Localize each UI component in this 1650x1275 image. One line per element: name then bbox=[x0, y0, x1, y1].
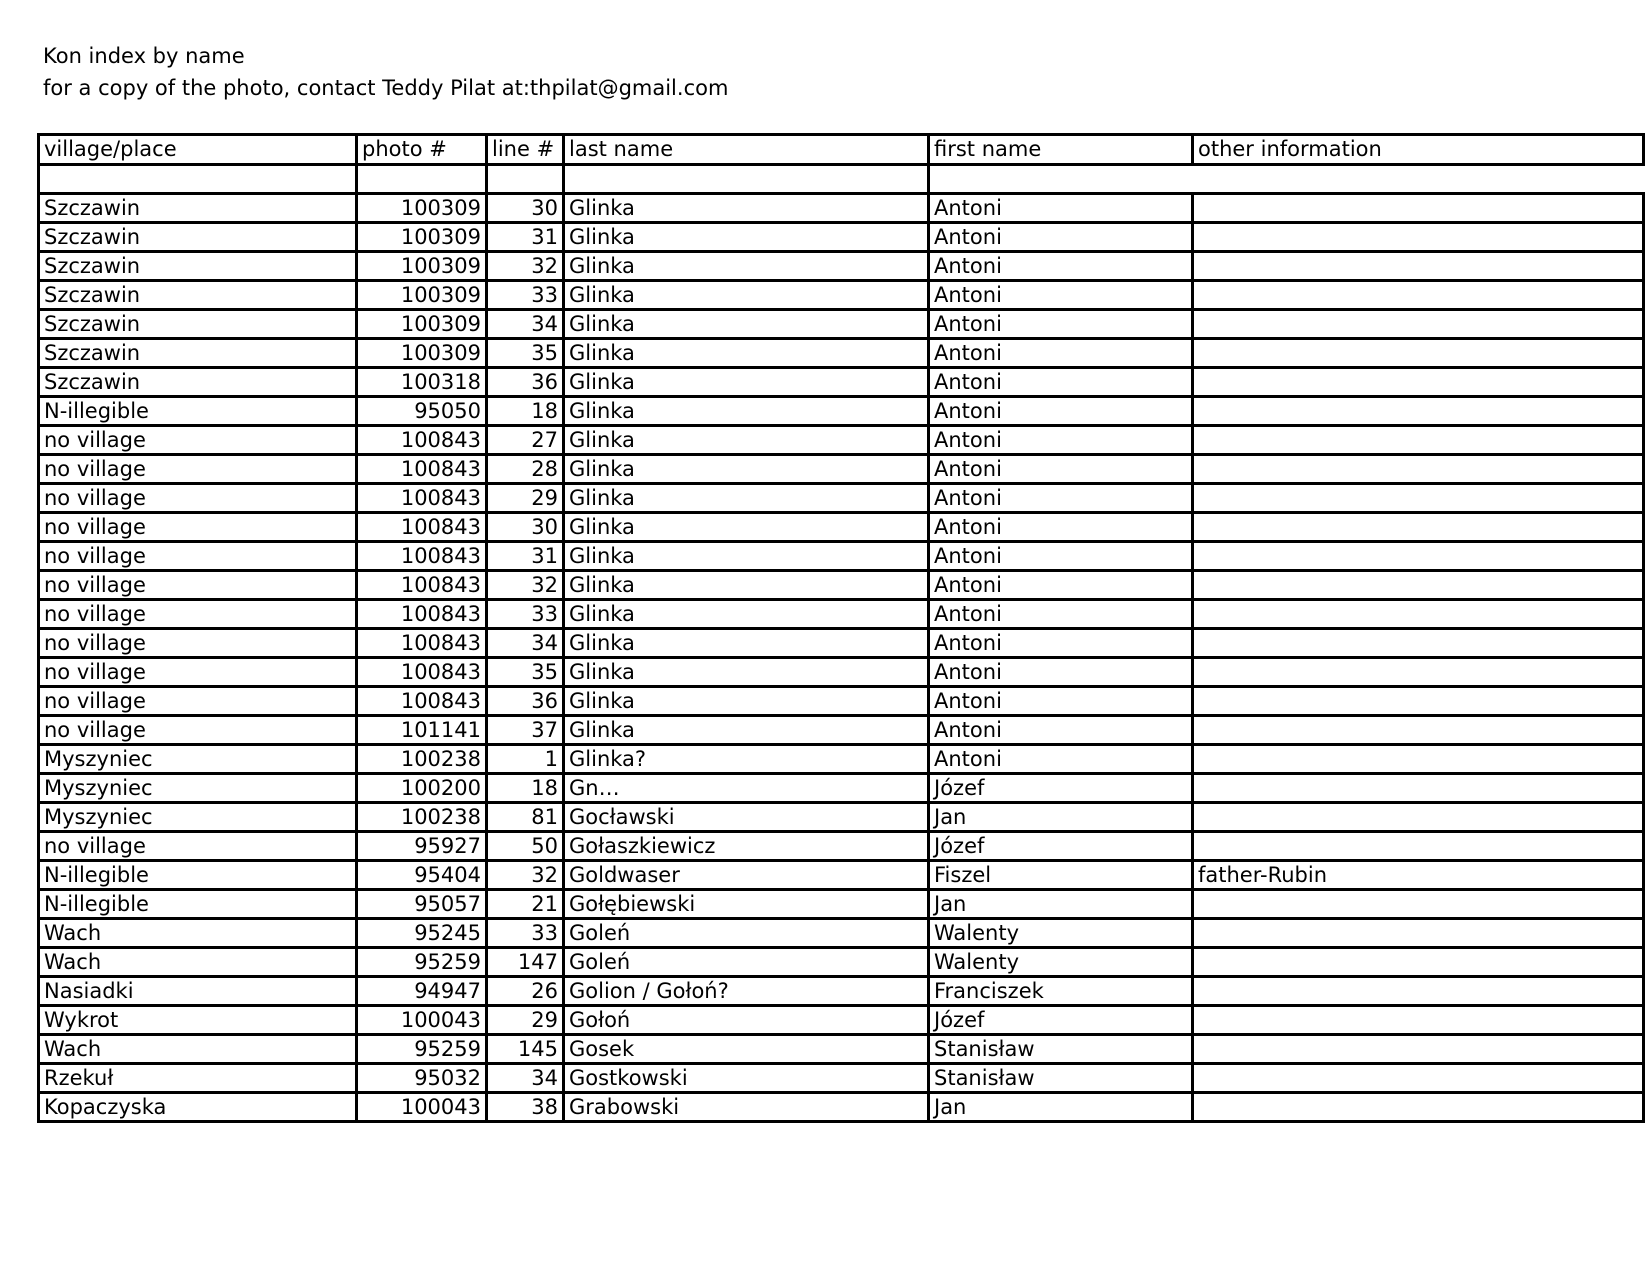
cell-first-name: Antoni bbox=[929, 716, 1193, 745]
cell-photo-number: 100843 bbox=[357, 455, 487, 484]
cell-line-number: 26 bbox=[487, 977, 564, 1006]
cell-village: Szczawin bbox=[39, 310, 357, 339]
cell-photo-number: 95057 bbox=[357, 890, 487, 919]
cell-other-info bbox=[1193, 1064, 1644, 1093]
cell-village: Myszyniec bbox=[39, 774, 357, 803]
table-row bbox=[39, 339, 1644, 368]
cell-last-name: Glinka bbox=[564, 513, 929, 542]
cell-other-info bbox=[1193, 687, 1644, 716]
table-row bbox=[39, 252, 1644, 281]
table-row bbox=[39, 1064, 1644, 1093]
table-row bbox=[39, 1093, 1644, 1122]
cell-line-number: 27 bbox=[487, 426, 564, 455]
cell-village: N-illegible bbox=[39, 861, 357, 890]
cell-first-name: Stanisław bbox=[929, 1035, 1193, 1064]
cell-village: Rzekuł bbox=[39, 1064, 357, 1093]
cell-last-name: Glinka bbox=[564, 368, 929, 397]
column-header-village: village/place bbox=[39, 135, 357, 165]
page-title: Kon index by name bbox=[43, 44, 245, 68]
cell-other-info bbox=[1193, 629, 1644, 658]
cell-first-name: Józef bbox=[929, 774, 1193, 803]
cell-photo-number: 100043 bbox=[357, 1093, 487, 1122]
cell-last-name: Goldwaser bbox=[564, 861, 929, 890]
cell-line-number: 32 bbox=[487, 571, 564, 600]
cell-line-number: 31 bbox=[487, 542, 564, 571]
cell-village: no village bbox=[39, 571, 357, 600]
cell-last-name: Grabowski bbox=[564, 1093, 929, 1122]
cell-last-name: Gołaszkiewicz bbox=[564, 832, 929, 861]
cell-other-info bbox=[1193, 977, 1644, 1006]
cell-last-name: Glinka bbox=[564, 281, 929, 310]
cell-photo-number: 94947 bbox=[357, 977, 487, 1006]
cell-first-name: Antoni bbox=[929, 339, 1193, 368]
cell-line-number: 33 bbox=[487, 600, 564, 629]
table-row bbox=[39, 600, 1644, 629]
cell-village: no village bbox=[39, 716, 357, 745]
name-index-table bbox=[37, 133, 1645, 1123]
cell-line-number: 35 bbox=[487, 339, 564, 368]
cell-line-number: 34 bbox=[487, 1064, 564, 1093]
cell-line-number: 81 bbox=[487, 803, 564, 832]
cell-photo-number: 100309 bbox=[357, 339, 487, 368]
cell-line-number: 33 bbox=[487, 281, 564, 310]
header-row bbox=[39, 135, 1644, 165]
cell-first-name: Antoni bbox=[929, 281, 1193, 310]
cell-village: no village bbox=[39, 600, 357, 629]
page-heading bbox=[43, 40, 728, 104]
cell-last-name: Goleń bbox=[564, 919, 929, 948]
blank-cell bbox=[564, 165, 929, 194]
cell-other-info bbox=[1193, 1006, 1644, 1035]
cell-line-number: 36 bbox=[487, 687, 564, 716]
table-row bbox=[39, 890, 1644, 919]
table-row bbox=[39, 861, 1644, 890]
cell-line-number: 28 bbox=[487, 455, 564, 484]
column-header-last-name: last name bbox=[564, 135, 929, 165]
cell-line-number: 147 bbox=[487, 948, 564, 977]
cell-line-number: 145 bbox=[487, 1035, 564, 1064]
cell-photo-number: 100843 bbox=[357, 542, 487, 571]
cell-line-number: 30 bbox=[487, 513, 564, 542]
cell-line-number: 29 bbox=[487, 1006, 564, 1035]
cell-other-info bbox=[1193, 803, 1644, 832]
cell-last-name: Gostkowski bbox=[564, 1064, 929, 1093]
cell-other-info bbox=[1193, 339, 1644, 368]
cell-village: Szczawin bbox=[39, 281, 357, 310]
blank-cell bbox=[357, 165, 487, 194]
cell-first-name: Jan bbox=[929, 890, 1193, 919]
cell-last-name: Golion / Gołoń? bbox=[564, 977, 929, 1006]
cell-line-number: 29 bbox=[487, 484, 564, 513]
cell-other-info bbox=[1193, 745, 1644, 774]
cell-village: N-illegible bbox=[39, 890, 357, 919]
cell-first-name: Fiszel bbox=[929, 861, 1193, 890]
cell-last-name: Glinka bbox=[564, 658, 929, 687]
blank-cell bbox=[929, 165, 1644, 194]
table-row bbox=[39, 223, 1644, 252]
cell-first-name: Antoni bbox=[929, 310, 1193, 339]
table-row bbox=[39, 774, 1644, 803]
cell-first-name: Antoni bbox=[929, 252, 1193, 281]
cell-other-info bbox=[1193, 571, 1644, 600]
cell-first-name: Jan bbox=[929, 803, 1193, 832]
table-row bbox=[39, 426, 1644, 455]
table-row bbox=[39, 629, 1644, 658]
cell-other-info bbox=[1193, 948, 1644, 977]
cell-last-name: Glinka bbox=[564, 716, 929, 745]
cell-first-name: Antoni bbox=[929, 542, 1193, 571]
cell-first-name: Antoni bbox=[929, 397, 1193, 426]
cell-village: no village bbox=[39, 687, 357, 716]
cell-last-name: Gocławski bbox=[564, 803, 929, 832]
cell-line-number: 34 bbox=[487, 310, 564, 339]
blank-cell bbox=[39, 165, 357, 194]
cell-last-name: Gn… bbox=[564, 774, 929, 803]
table-row bbox=[39, 948, 1644, 977]
blank-row bbox=[39, 165, 1644, 194]
cell-photo-number: 100238 bbox=[357, 803, 487, 832]
cell-village: Wach bbox=[39, 919, 357, 948]
table-row bbox=[39, 542, 1644, 571]
cell-other-info bbox=[1193, 658, 1644, 687]
cell-last-name: Glinka bbox=[564, 426, 929, 455]
cell-village: no village bbox=[39, 484, 357, 513]
cell-first-name: Józef bbox=[929, 1006, 1193, 1035]
cell-first-name: Walenty bbox=[929, 919, 1193, 948]
column-header-other-info: other information bbox=[1193, 135, 1644, 165]
cell-photo-number: 100309 bbox=[357, 252, 487, 281]
cell-photo-number: 95259 bbox=[357, 948, 487, 977]
table-row bbox=[39, 310, 1644, 339]
cell-other-info bbox=[1193, 832, 1644, 861]
cell-village: Wach bbox=[39, 1035, 357, 1064]
cell-photo-number: 100309 bbox=[357, 281, 487, 310]
cell-village: Szczawin bbox=[39, 368, 357, 397]
cell-other-info bbox=[1193, 194, 1644, 223]
cell-line-number: 30 bbox=[487, 194, 564, 223]
cell-line-number: 50 bbox=[487, 832, 564, 861]
cell-other-info bbox=[1193, 368, 1644, 397]
cell-village: Szczawin bbox=[39, 339, 357, 368]
cell-photo-number: 100843 bbox=[357, 687, 487, 716]
table-row bbox=[39, 832, 1644, 861]
cell-other-info bbox=[1193, 513, 1644, 542]
cell-photo-number: 95404 bbox=[357, 861, 487, 890]
table-row bbox=[39, 716, 1644, 745]
table-row bbox=[39, 803, 1644, 832]
cell-other-info bbox=[1193, 716, 1644, 745]
cell-village: Myszyniec bbox=[39, 803, 357, 832]
cell-first-name: Antoni bbox=[929, 484, 1193, 513]
cell-first-name: Stanisław bbox=[929, 1064, 1193, 1093]
cell-village: Szczawin bbox=[39, 223, 357, 252]
table-body bbox=[39, 165, 1644, 1122]
cell-other-info bbox=[1193, 252, 1644, 281]
table-row bbox=[39, 397, 1644, 426]
cell-last-name: Glinka bbox=[564, 455, 929, 484]
cell-other-info bbox=[1193, 426, 1644, 455]
cell-last-name: Glinka bbox=[564, 223, 929, 252]
cell-other-info bbox=[1193, 310, 1644, 339]
cell-photo-number: 100309 bbox=[357, 310, 487, 339]
cell-last-name: Glinka bbox=[564, 571, 929, 600]
cell-village: N-illegible bbox=[39, 397, 357, 426]
cell-line-number: 18 bbox=[487, 774, 564, 803]
column-header-photo: photo # bbox=[357, 135, 487, 165]
cell-other-info bbox=[1193, 455, 1644, 484]
cell-village: no village bbox=[39, 513, 357, 542]
cell-line-number: 35 bbox=[487, 658, 564, 687]
cell-village: no village bbox=[39, 455, 357, 484]
cell-last-name: Glinka bbox=[564, 687, 929, 716]
table-row bbox=[39, 571, 1644, 600]
cell-photo-number: 95927 bbox=[357, 832, 487, 861]
cell-photo-number: 100843 bbox=[357, 571, 487, 600]
cell-first-name: Jan bbox=[929, 1093, 1193, 1122]
cell-photo-number: 100200 bbox=[357, 774, 487, 803]
cell-first-name: Antoni bbox=[929, 745, 1193, 774]
column-header-line: line # bbox=[487, 135, 564, 165]
cell-last-name: Glinka bbox=[564, 629, 929, 658]
cell-other-info bbox=[1193, 919, 1644, 948]
cell-village: no village bbox=[39, 542, 357, 571]
cell-line-number: 36 bbox=[487, 368, 564, 397]
cell-line-number: 32 bbox=[487, 252, 564, 281]
cell-photo-number: 100843 bbox=[357, 658, 487, 687]
cell-village: Szczawin bbox=[39, 252, 357, 281]
cell-last-name: Glinka bbox=[564, 310, 929, 339]
cell-photo-number: 100843 bbox=[357, 484, 487, 513]
column-header-first-name: first name bbox=[929, 135, 1193, 165]
table-row bbox=[39, 687, 1644, 716]
cell-first-name: Antoni bbox=[929, 455, 1193, 484]
cell-village: no village bbox=[39, 658, 357, 687]
cell-line-number: 32 bbox=[487, 861, 564, 890]
cell-other-info bbox=[1193, 223, 1644, 252]
cell-photo-number: 100043 bbox=[357, 1006, 487, 1035]
cell-village: Szczawin bbox=[39, 194, 357, 223]
table-row bbox=[39, 484, 1644, 513]
contact-note: for a copy of the photo, contact Teddy Pilat at:thpilat@gmail.com bbox=[43, 76, 729, 100]
cell-other-info bbox=[1193, 281, 1644, 310]
cell-line-number: 18 bbox=[487, 397, 564, 426]
table-row bbox=[39, 194, 1644, 223]
table-row bbox=[39, 1035, 1644, 1064]
cell-other-info bbox=[1193, 542, 1644, 571]
cell-last-name: Glinka bbox=[564, 252, 929, 281]
cell-line-number: 33 bbox=[487, 919, 564, 948]
cell-last-name: Glinka bbox=[564, 194, 929, 223]
cell-photo-number: 95259 bbox=[357, 1035, 487, 1064]
cell-first-name: Franciszek bbox=[929, 977, 1193, 1006]
table-row bbox=[39, 513, 1644, 542]
cell-village: Kopaczyska bbox=[39, 1093, 357, 1122]
cell-last-name: Gosek bbox=[564, 1035, 929, 1064]
cell-village: no village bbox=[39, 629, 357, 658]
cell-last-name: Goleń bbox=[564, 948, 929, 977]
cell-first-name: Antoni bbox=[929, 571, 1193, 600]
cell-other-info bbox=[1193, 484, 1644, 513]
cell-village: no village bbox=[39, 426, 357, 455]
table-row bbox=[39, 745, 1644, 774]
cell-other-info bbox=[1193, 397, 1644, 426]
table-row bbox=[39, 368, 1644, 397]
table-row bbox=[39, 658, 1644, 687]
cell-line-number: 37 bbox=[487, 716, 564, 745]
table-row bbox=[39, 455, 1644, 484]
cell-photo-number: 100309 bbox=[357, 194, 487, 223]
cell-line-number: 21 bbox=[487, 890, 564, 919]
cell-first-name: Antoni bbox=[929, 600, 1193, 629]
table-row bbox=[39, 1006, 1644, 1035]
cell-first-name: Antoni bbox=[929, 513, 1193, 542]
cell-village: Nasiadki bbox=[39, 977, 357, 1006]
cell-photo-number: 100843 bbox=[357, 426, 487, 455]
cell-first-name: Antoni bbox=[929, 629, 1193, 658]
cell-photo-number: 100318 bbox=[357, 368, 487, 397]
cell-last-name: Glinka bbox=[564, 542, 929, 571]
cell-photo-number: 100843 bbox=[357, 629, 487, 658]
cell-first-name: Walenty bbox=[929, 948, 1193, 977]
blank-cell bbox=[487, 165, 564, 194]
cell-first-name: Antoni bbox=[929, 194, 1193, 223]
cell-photo-number: 100843 bbox=[357, 513, 487, 542]
cell-other-info bbox=[1193, 890, 1644, 919]
cell-photo-number: 100309 bbox=[357, 223, 487, 252]
cell-first-name: Antoni bbox=[929, 368, 1193, 397]
cell-photo-number: 95245 bbox=[357, 919, 487, 948]
table-row bbox=[39, 977, 1644, 1006]
cell-photo-number: 101141 bbox=[357, 716, 487, 745]
cell-line-number: 1 bbox=[487, 745, 564, 774]
cell-first-name: Antoni bbox=[929, 687, 1193, 716]
cell-village: Wykrot bbox=[39, 1006, 357, 1035]
cell-first-name: Antoni bbox=[929, 223, 1193, 252]
cell-village: no village bbox=[39, 832, 357, 861]
cell-line-number: 31 bbox=[487, 223, 564, 252]
cell-photo-number: 95050 bbox=[357, 397, 487, 426]
cell-first-name: Antoni bbox=[929, 658, 1193, 687]
cell-other-info bbox=[1193, 774, 1644, 803]
cell-last-name: Glinka? bbox=[564, 745, 929, 774]
cell-other-info bbox=[1193, 600, 1644, 629]
cell-photo-number: 100843 bbox=[357, 600, 487, 629]
cell-other-info bbox=[1193, 1093, 1644, 1122]
cell-photo-number: 95032 bbox=[357, 1064, 487, 1093]
cell-first-name: Antoni bbox=[929, 426, 1193, 455]
cell-last-name: Glinka bbox=[564, 600, 929, 629]
cell-first-name: Józef bbox=[929, 832, 1193, 861]
cell-line-number: 34 bbox=[487, 629, 564, 658]
cell-last-name: Glinka bbox=[564, 397, 929, 426]
cell-photo-number: 100238 bbox=[357, 745, 487, 774]
cell-line-number: 38 bbox=[487, 1093, 564, 1122]
cell-last-name: Gołoń bbox=[564, 1006, 929, 1035]
cell-other-info bbox=[1193, 1035, 1644, 1064]
cell-village: Myszyniec bbox=[39, 745, 357, 774]
cell-last-name: Gołębiewski bbox=[564, 890, 929, 919]
cell-other-info: father-Rubin bbox=[1193, 861, 1644, 890]
cell-last-name: Glinka bbox=[564, 339, 929, 368]
table-row bbox=[39, 919, 1644, 948]
cell-village: Wach bbox=[39, 948, 357, 977]
table-row bbox=[39, 281, 1644, 310]
cell-last-name: Glinka bbox=[564, 484, 929, 513]
